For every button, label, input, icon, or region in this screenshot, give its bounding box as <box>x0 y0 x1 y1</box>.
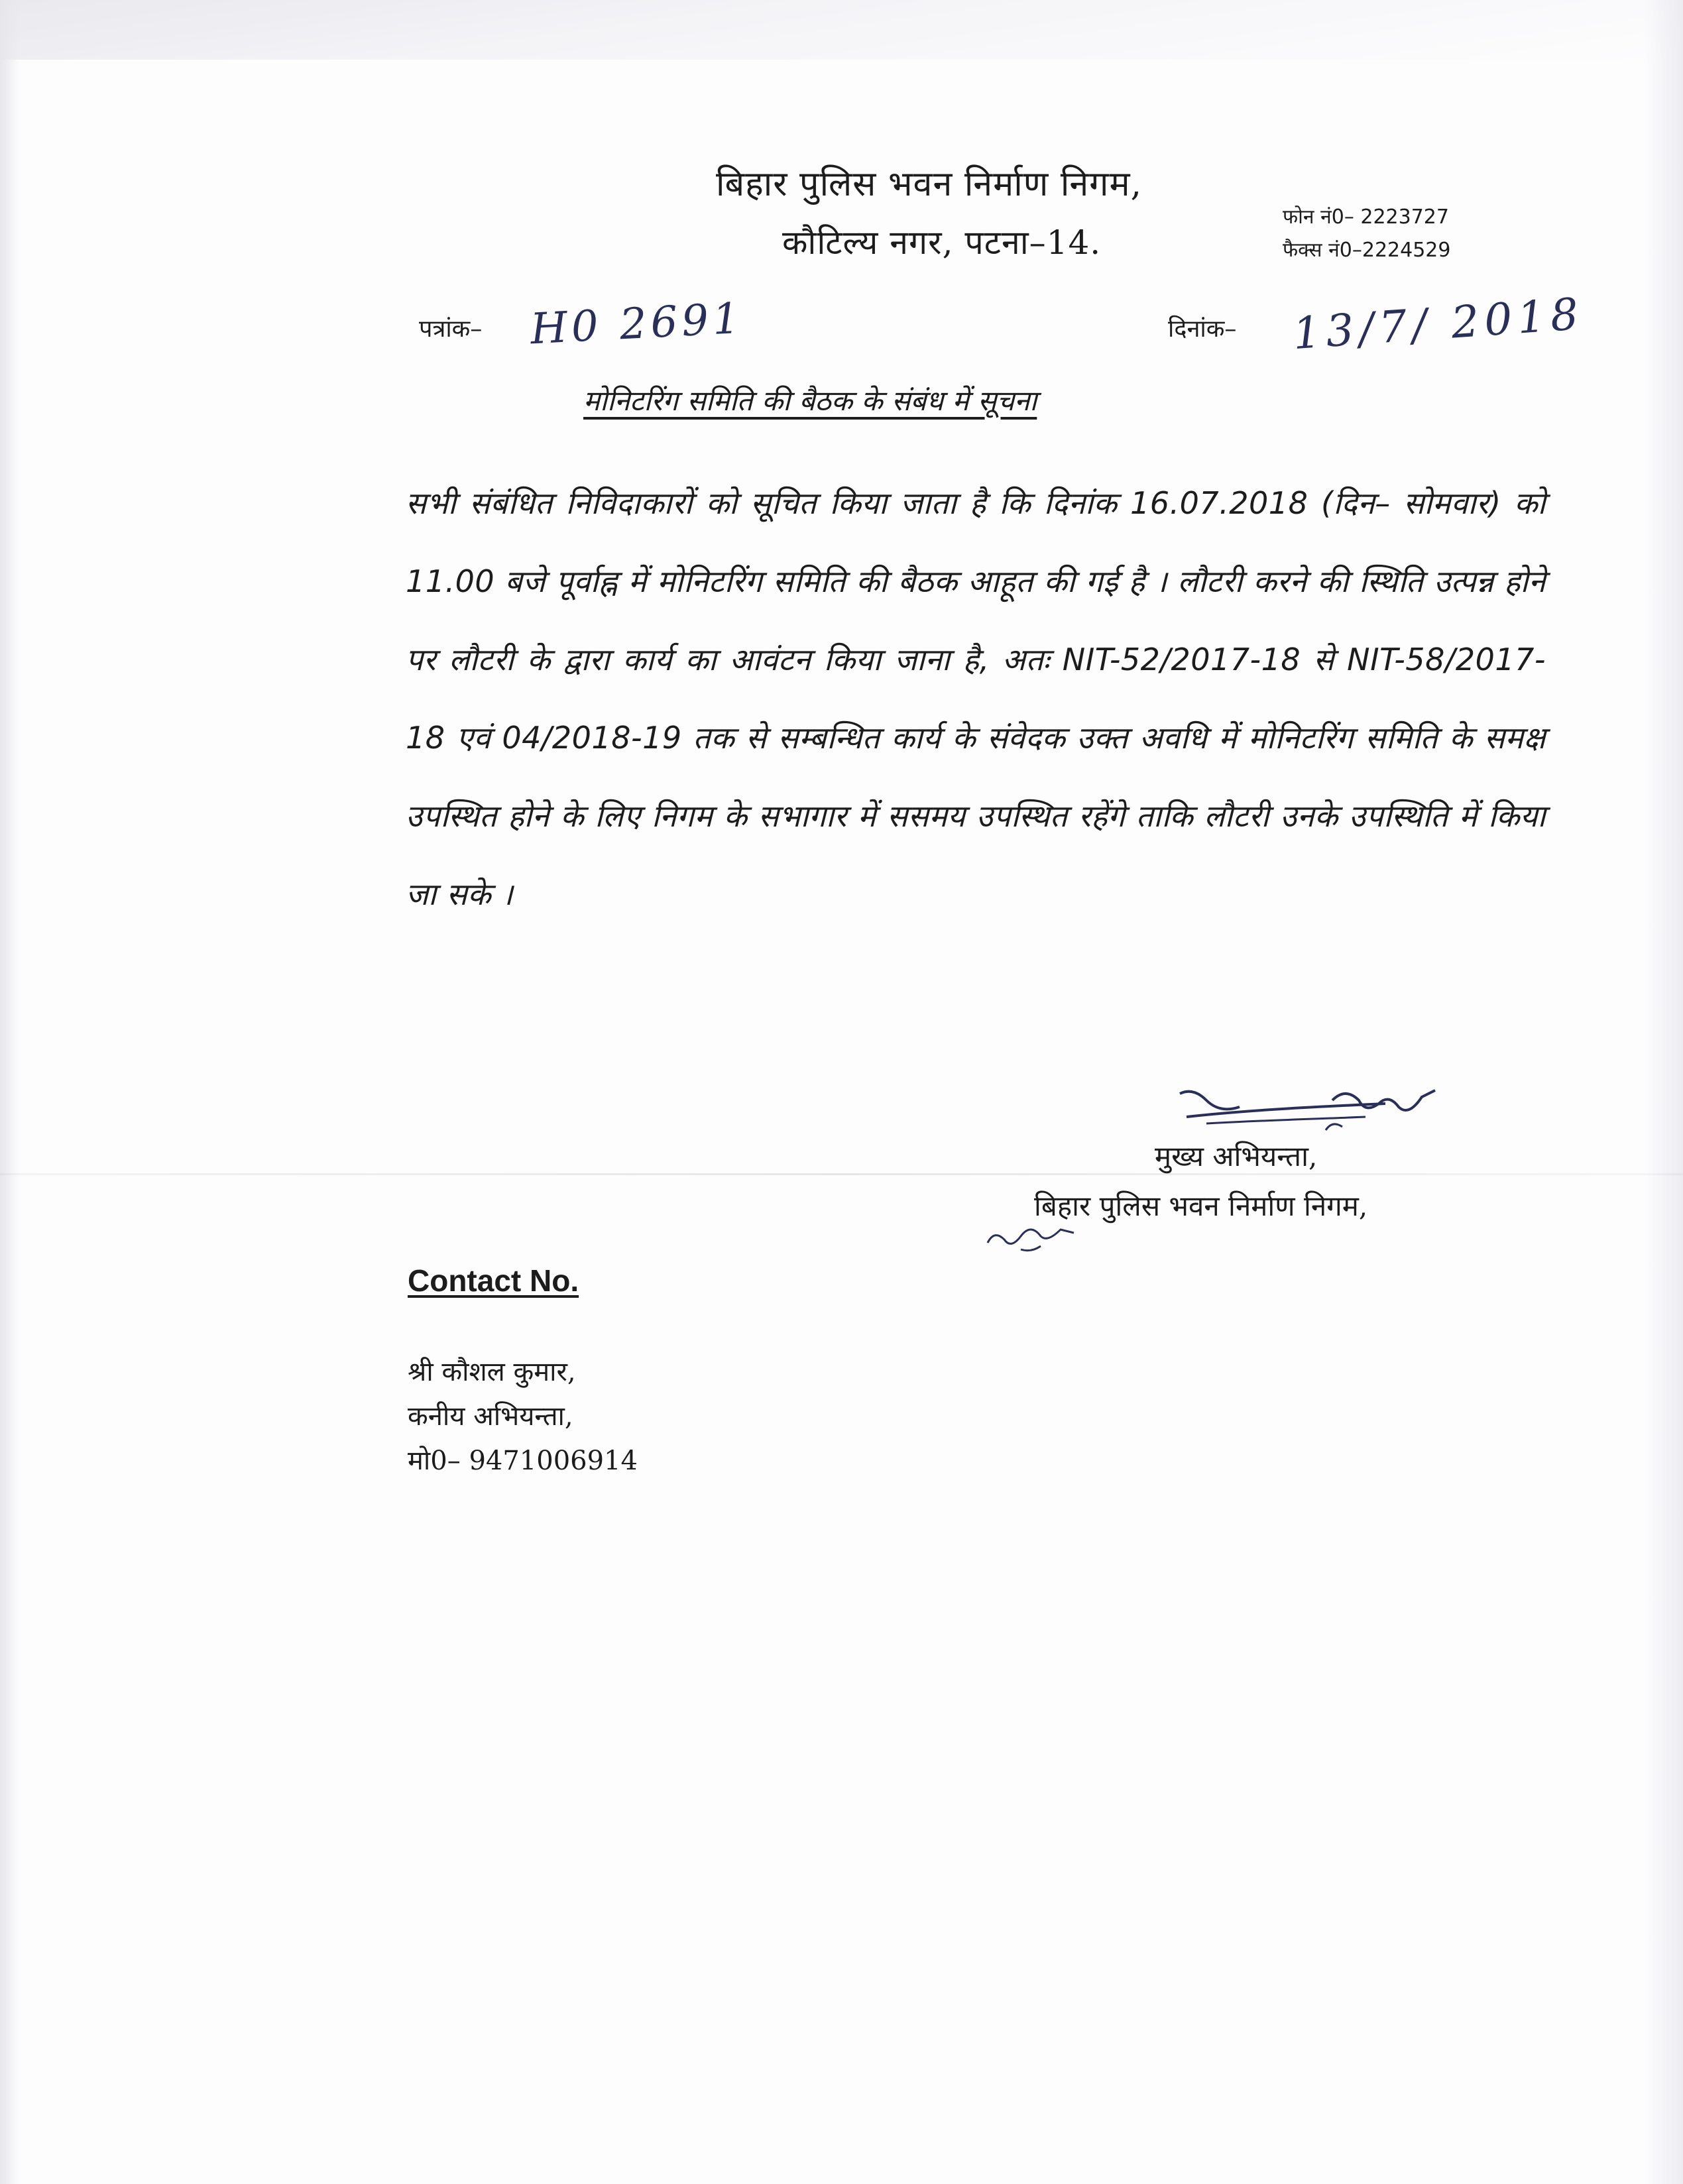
letterhead-address: कौटिल्य नगर, पटना–14. <box>782 223 1102 262</box>
date-handwritten: 13/7/ 2018 <box>1291 288 1586 360</box>
contact-heading: Contact No. <box>408 1263 579 1298</box>
reference-number-handwritten: H0 2691 <box>529 294 745 355</box>
paper-edge-left <box>0 0 20 2184</box>
letterhead-org-name: बिहार पुलिस भवन निर्माण निगम, <box>716 164 1143 204</box>
signatory-title: मुख्य अभियन्ता, <box>1155 1140 1318 1173</box>
signatory-organization: बिहार पुलिस भवन निर्माण निगम, <box>1034 1190 1368 1222</box>
paper-fold-line <box>0 1173 1683 1175</box>
contact-mobile: मो0– 9471006914 <box>408 1446 638 1476</box>
notice-body: सभी संबंधित निविदाकारों को सूचित किया जाता है कि दिनांक 16.07.2018 (दिन– सोमवार) को 11.00 बजे पूर्वाह्न में मोनिटरिंग समिति की बैठक आहूत की गई है । लौटरी करने की स्थिति उत्पन्न होने पर लौटरी के द्वारा कार्य का आवंटन किया जाना है, अतः NIT-52/2017-18 से NIT-58/2017-18 एवं 04/2018-19 तक से सम्बन्धित कार्य के संवेदक उक्त अवधि में मोनिटरिंग समिति के समक्ष उपस्थित होने के लिए निगम के सभागार में ससमय उपस्थित रहेंगे ताकि लौटरी उनके उपस्थिति में किया जा सके । <box>406 485 1546 912</box>
contact-designation: कनीय अभियन्ता, <box>408 1401 573 1432</box>
reference-label: पत्रांक– <box>419 316 483 343</box>
contact-name: श्री कौशल कुमार, <box>408 1357 576 1387</box>
letterhead-phone: फोन नं0– 2223727 <box>1283 205 1449 229</box>
initials-mark <box>981 1220 1087 1259</box>
letterhead-fax: फैक्स नं0–2224529 <box>1283 239 1451 262</box>
date-label: दिनांक– <box>1168 316 1237 343</box>
subject-line: मोनिटरिंग समिति की बैठक के संबंध में सूचना <box>583 384 1037 417</box>
paper-edge-right <box>1643 0 1683 2184</box>
paper-edge-top <box>0 0 1683 60</box>
